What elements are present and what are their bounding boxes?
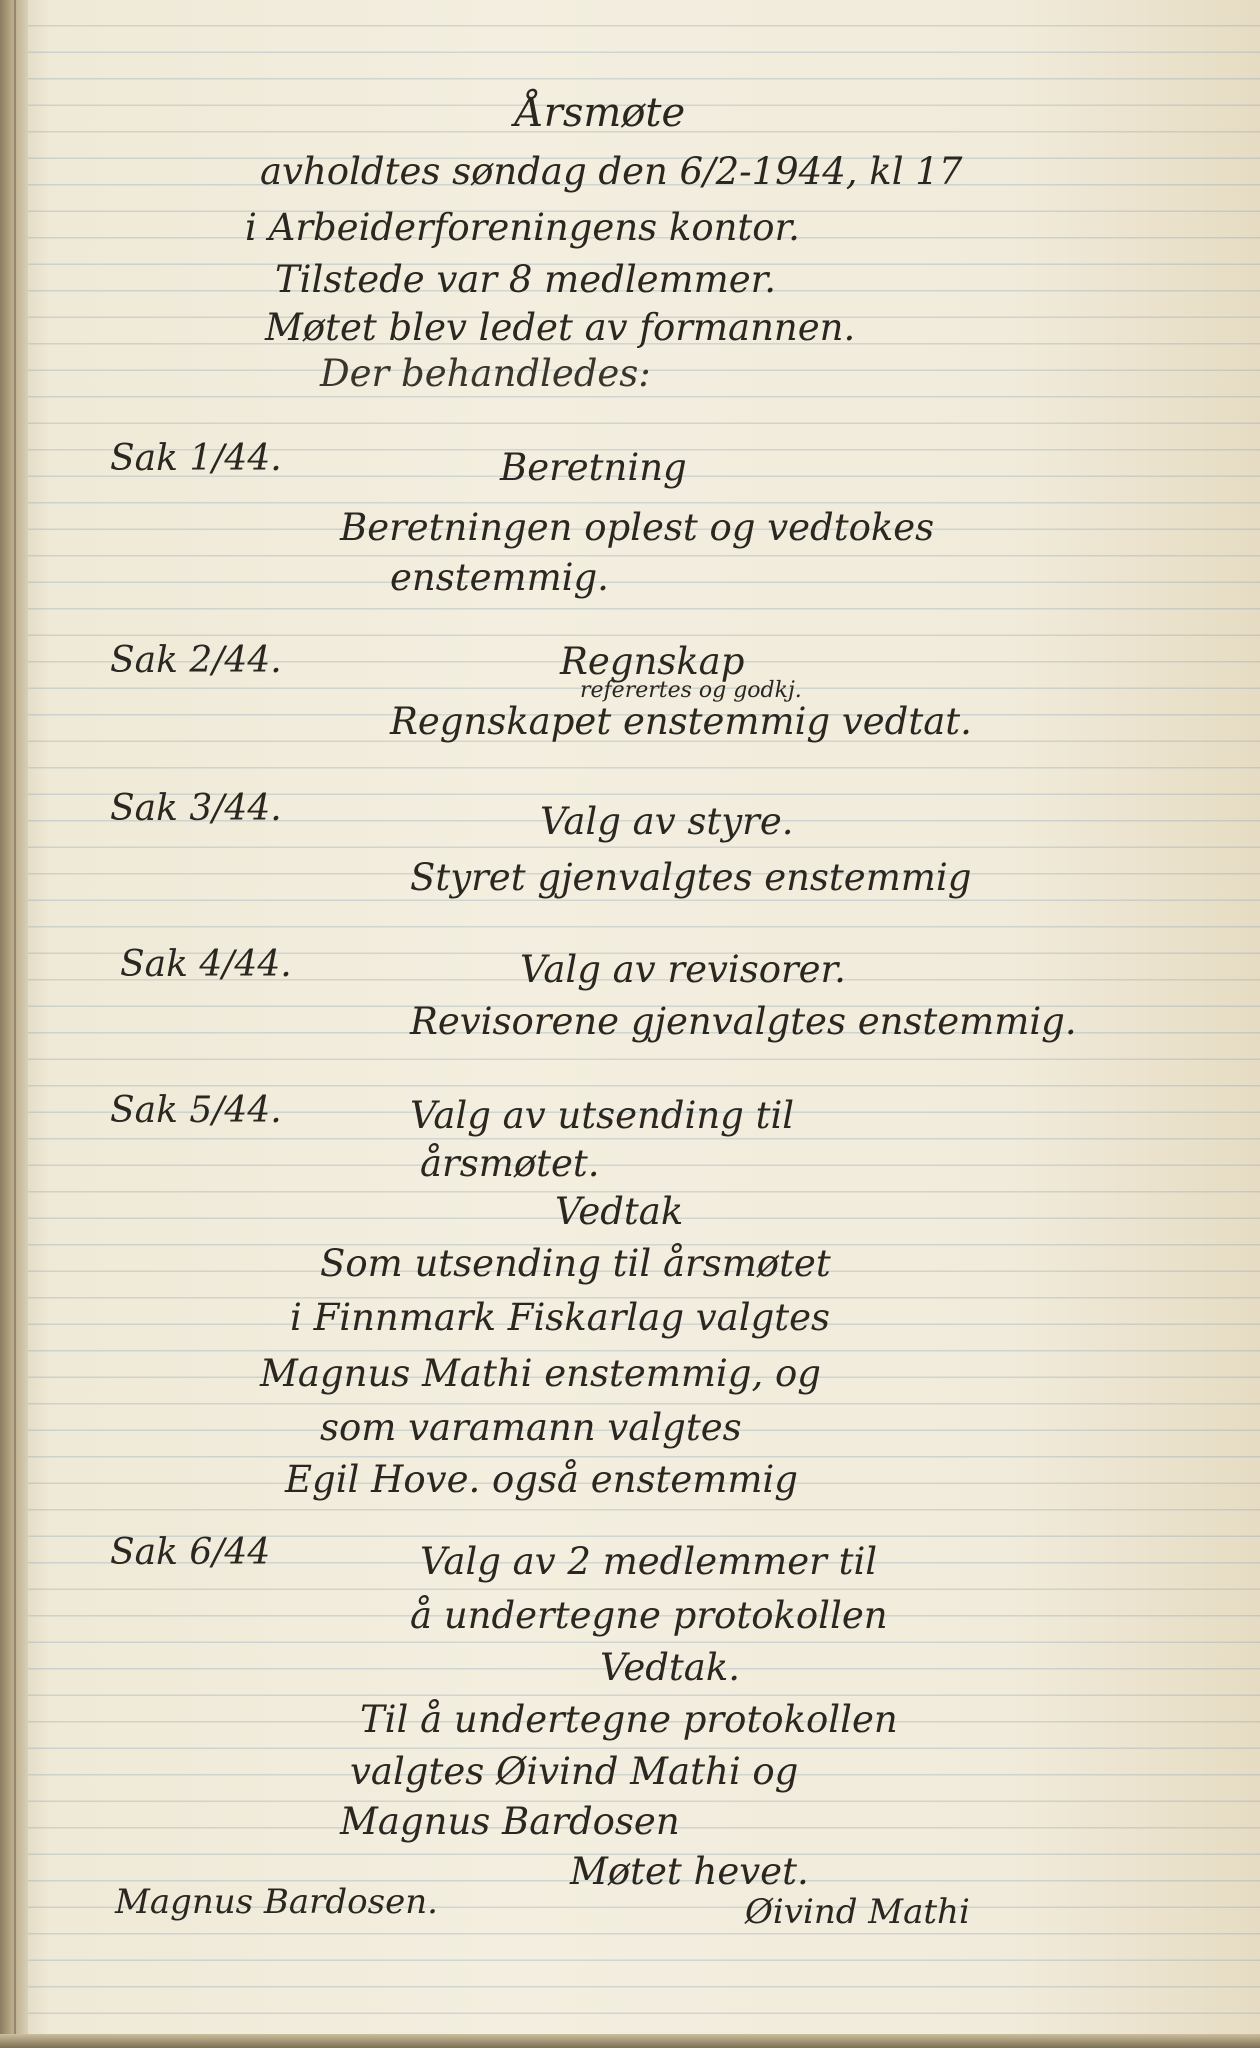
signature-2: Øivind Mathi bbox=[745, 1892, 970, 1932]
intro-line-2: i Arbeiderforeningens kontor. bbox=[245, 206, 800, 249]
item-closing-6: Møtet hevet. bbox=[570, 1850, 809, 1893]
item-label-3: Sak 3/44. bbox=[110, 788, 282, 829]
item-heading-5b: årsmøtet. bbox=[420, 1142, 600, 1185]
item-label-2: Sak 2/44. bbox=[110, 640, 282, 681]
item-body-5-line-3: Magnus Mathi enstemmig, og bbox=[260, 1352, 821, 1395]
item-body-1-line-1: Beretningen oplest og vedtokes bbox=[340, 506, 935, 549]
item-body-2-line-1: Regnskapet enstemmig vedtat. bbox=[390, 700, 972, 743]
item-heading-5: Valg av utsending til bbox=[410, 1094, 795, 1137]
intro-line-5: Der behandledes: bbox=[320, 352, 651, 395]
page-bottom-edge bbox=[0, 2034, 1260, 2048]
item-body-6-line-2: valgtes Øivind Mathi og bbox=[350, 1750, 799, 1793]
item-body-5-line-1: Som utsending til årsmøtet bbox=[320, 1242, 831, 1285]
item-insert-2: referertes og godkj. bbox=[580, 678, 802, 703]
item-body-5-line-4: som varamann valgtes bbox=[320, 1406, 742, 1449]
item-heading-4: Valg av revisorer. bbox=[520, 948, 846, 991]
item-heading-6: Valg av 2 medlemmer til bbox=[420, 1540, 878, 1583]
item-vedtak-5: Vedtak bbox=[555, 1190, 684, 1233]
item-heading-2: Regnskap bbox=[560, 640, 745, 683]
item-vedtak-6: Vedtak. bbox=[600, 1646, 741, 1689]
signature-1: Magnus Bardosen. bbox=[115, 1882, 438, 1922]
item-body-3-line-1: Styret gjenvalgtes enstemmig bbox=[410, 856, 972, 899]
item-body-5-line-2: i Finnmark Fiskarlag valgtes bbox=[290, 1296, 831, 1339]
page-title: Årsmøte bbox=[514, 90, 686, 136]
binding-edge bbox=[0, 0, 28, 2048]
item-label-6: Sak 6/44 bbox=[110, 1532, 271, 1573]
item-body-1-line-2: enstemmig. bbox=[390, 556, 609, 599]
item-body-4-line-1: Revisorene gjenvalgtes enstemmig. bbox=[410, 1000, 1077, 1043]
item-heading-3: Valg av styre. bbox=[540, 800, 794, 843]
item-label-4: Sak 4/44. bbox=[120, 944, 292, 985]
item-label-1: Sak 1/44. bbox=[110, 438, 282, 479]
item-label-5: Sak 5/44. bbox=[110, 1090, 282, 1131]
item-heading-6b: å undertegne protokollen bbox=[410, 1594, 888, 1637]
item-body-6-line-1: Til å undertegne protokollen bbox=[360, 1698, 898, 1741]
intro-line-1: avholdtes søndag den 6/2-1944, kl 17 bbox=[260, 150, 963, 193]
item-body-5-line-5: Egil Hove. også enstemmig bbox=[285, 1458, 798, 1501]
item-heading-1: Beretning bbox=[500, 446, 687, 489]
item-body-6-line-3: Magnus Bardosen bbox=[340, 1800, 680, 1843]
intro-line-4: Møtet blev ledet av formannen. bbox=[265, 306, 856, 349]
intro-line-3: Tilstede var 8 medlemmer. bbox=[275, 258, 776, 301]
